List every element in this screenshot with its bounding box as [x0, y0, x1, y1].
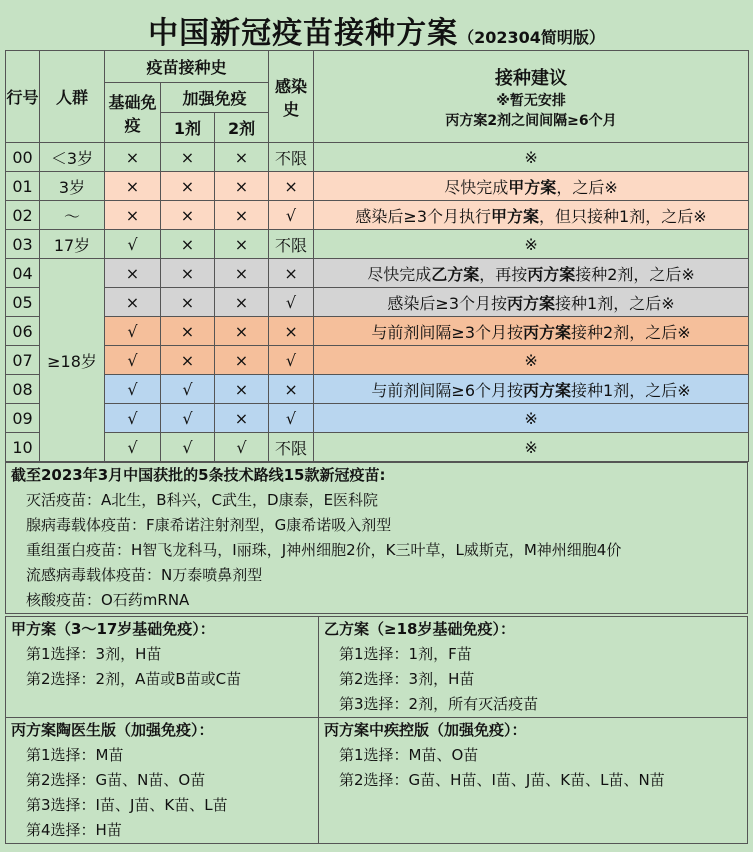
group-under3: ＜3岁	[40, 143, 105, 172]
header-dose2: 2剂	[215, 113, 269, 143]
plan-b	[319, 617, 747, 717]
header-row-no: 行号	[6, 51, 40, 143]
row-no: 06	[6, 317, 40, 346]
row-no: 02	[6, 201, 40, 230]
cell-dose2: ×	[215, 404, 269, 433]
cell-dose1: ×	[161, 172, 215, 201]
cell-advice: 感染后≥3个月按丙方案接种1剂，之后※	[314, 288, 749, 317]
plan-c2-line: 第2选择：G苗、H苗、I苗、J苗、K苗、L苗、N苗	[339, 771, 665, 789]
cell-dose1: √	[161, 404, 215, 433]
vaccine-list-title: 截至2023年3月中国获批的5条技术路线15款新冠疫苗:	[11, 466, 386, 484]
title-main: 中国新冠疫苗接种方案	[148, 16, 459, 51]
cell-infection: √	[269, 346, 314, 375]
plan-b-title: 乙方案（≥18岁基础免疫）：	[324, 620, 515, 638]
cell-dose2: ×	[215, 143, 269, 172]
table-row	[6, 259, 749, 288]
cell-advice: ※	[314, 230, 749, 259]
header-basic: 基础免疫	[105, 83, 161, 143]
cell-basic: √	[105, 404, 161, 433]
header-advice	[314, 51, 749, 143]
cell-infection: ×	[269, 375, 314, 404]
vaccine-line: 腺病毒载体疫苗：F康希诺注射剂型，G康希诺吸入剂型	[26, 516, 392, 534]
group-adult: ≥18岁	[40, 259, 105, 462]
cell-dose1: √	[161, 433, 215, 462]
cell-advice: ※	[314, 346, 749, 375]
cell-advice: 与前剂间隔≥6个月按丙方案接种1剂，之后※	[314, 375, 749, 404]
table-row	[6, 433, 749, 462]
advice-note2: 丙方案2剂之间间隔≥6个月	[445, 112, 617, 129]
plan-b-line: 第3选择：2剂，所有灭活疫苗	[339, 695, 539, 713]
cell-infection: ×	[269, 259, 314, 288]
plan-a-line: 第2选择：2剂，A苗或B苗或C苗	[26, 670, 242, 688]
cell-advice: 与前剂间隔≥3个月按丙方案接种2剂，之后※	[314, 317, 749, 346]
plan-c1	[6, 718, 319, 843]
cell-dose1: √	[161, 375, 215, 404]
table-row	[6, 346, 749, 375]
plan-b-line: 第1选择：1剂，F苗	[339, 645, 472, 663]
plan-ab-section	[5, 616, 748, 718]
plan-c1-line: 第3选择：I苗、J苗、K苗、L苗	[26, 796, 228, 814]
cell-infection: ×	[269, 172, 314, 201]
plan-c1-line: 第2选择：G苗、N苗、O苗	[26, 771, 206, 789]
advice-title: 接种建议	[495, 67, 568, 89]
table-row	[6, 172, 749, 201]
cell-basic: √	[105, 346, 161, 375]
plan-c-section	[5, 717, 748, 844]
cell-dose1: ×	[161, 259, 215, 288]
plan-a-line: 第1选择：3剂，H苗	[26, 645, 162, 663]
vaccine-line: 流感病毒载体疫苗：N万泰喷鼻剂型	[26, 566, 263, 584]
cell-basic: ×	[105, 288, 161, 317]
cell-advice: 感染后≥3个月执行甲方案，但只接种1剂，之后※	[314, 201, 749, 230]
cell-basic: ×	[105, 259, 161, 288]
cell-basic: √	[105, 375, 161, 404]
row-no: 07	[6, 346, 40, 375]
cell-advice: ※	[314, 433, 749, 462]
table-row	[6, 201, 749, 230]
header-infection: 感染史	[269, 51, 314, 143]
row-no: 10	[6, 433, 40, 462]
cell-dose1: ×	[161, 143, 215, 172]
table-row	[6, 317, 749, 346]
plan-c1-line: 第1选择：M苗	[26, 746, 124, 764]
plan-c1-line: 第4选择：H苗	[26, 821, 122, 839]
cell-basic: ×	[105, 143, 161, 172]
cell-dose1: ×	[161, 201, 215, 230]
group-age17: 17岁	[40, 230, 105, 259]
group-age3: 3岁	[40, 172, 105, 201]
cell-basic: ×	[105, 201, 161, 230]
header-group: 人群	[40, 51, 105, 143]
cell-advice: ※	[314, 143, 749, 172]
cell-basic: √	[105, 433, 161, 462]
cell-advice: 尽快完成甲方案，之后※	[314, 172, 749, 201]
cell-infection: √	[269, 201, 314, 230]
cell-basic: √	[105, 230, 161, 259]
advice-note1: ※暂无安排	[496, 92, 566, 109]
cell-dose1: ×	[161, 346, 215, 375]
cell-dose1: ×	[161, 317, 215, 346]
vaccine-line: 重组蛋白疫苗：H智飞龙科马，I丽珠，J神州细胞2价，K三叶草，L威斯克，M神州细胞4价	[26, 541, 622, 559]
title-sub: （202304简明版）	[458, 28, 605, 47]
cell-dose1: ×	[161, 230, 215, 259]
cell-dose2: ×	[215, 375, 269, 404]
table-row	[6, 143, 749, 172]
cell-basic: √	[105, 317, 161, 346]
plan-a	[6, 617, 319, 717]
cell-dose2: ×	[215, 346, 269, 375]
row-no: 04	[6, 259, 40, 288]
table-row	[6, 288, 749, 317]
vaccine-list-section	[5, 462, 748, 614]
table-row	[6, 230, 749, 259]
plan-c2-title: 丙方案中疾控版（加强免疫）：	[324, 721, 527, 739]
cell-dose1: ×	[161, 288, 215, 317]
cell-infection: √	[269, 288, 314, 317]
cell-infection: ×	[269, 317, 314, 346]
row-no: 08	[6, 375, 40, 404]
cell-infection: 不限	[269, 230, 314, 259]
header-history: 疫苗接种史	[105, 51, 269, 83]
plan-c2	[319, 718, 747, 843]
cell-dose2: √	[215, 433, 269, 462]
cell-dose2: ×	[215, 230, 269, 259]
vaccine-line: 核酸疫苗：O石药mRNA	[26, 591, 190, 609]
cell-dose2: ×	[215, 259, 269, 288]
cell-infection: 不限	[269, 143, 314, 172]
cell-dose2: ×	[215, 172, 269, 201]
cell-advice: 尽快完成乙方案，再按丙方案接种2剂，之后※	[314, 259, 749, 288]
vaccine-line: 灭活疫苗：A北生，B科兴，C武生，D康泰，E医科院	[26, 491, 379, 509]
cell-infection: 不限	[269, 433, 314, 462]
cell-advice: ※	[314, 404, 749, 433]
row-no: 03	[6, 230, 40, 259]
plan-c1-title: 丙方案陶医生版（加强免疫）：	[11, 721, 214, 739]
cell-basic: ×	[105, 172, 161, 201]
page-title	[0, 8, 753, 52]
plan-a-title: 甲方案（3～17岁基础免疫）：	[11, 620, 215, 638]
plan-b-line: 第2选择：3剂，H苗	[339, 670, 475, 688]
row-no: 01	[6, 172, 40, 201]
cell-infection: √	[269, 404, 314, 433]
cell-dose2: ×	[215, 201, 269, 230]
vaccination-table	[5, 50, 749, 462]
header-dose1: 1剂	[161, 113, 215, 143]
plan-c2-line: 第1选择：M苗、O苗	[339, 746, 479, 764]
table-row	[6, 375, 749, 404]
table-row	[6, 404, 749, 433]
row-no: 00	[6, 143, 40, 172]
header-booster: 加强免疫	[161, 83, 269, 113]
cell-dose2: ×	[215, 288, 269, 317]
cell-dose2: ×	[215, 317, 269, 346]
group-tilde: ～	[40, 201, 105, 230]
row-no: 09	[6, 404, 40, 433]
row-no: 05	[6, 288, 40, 317]
